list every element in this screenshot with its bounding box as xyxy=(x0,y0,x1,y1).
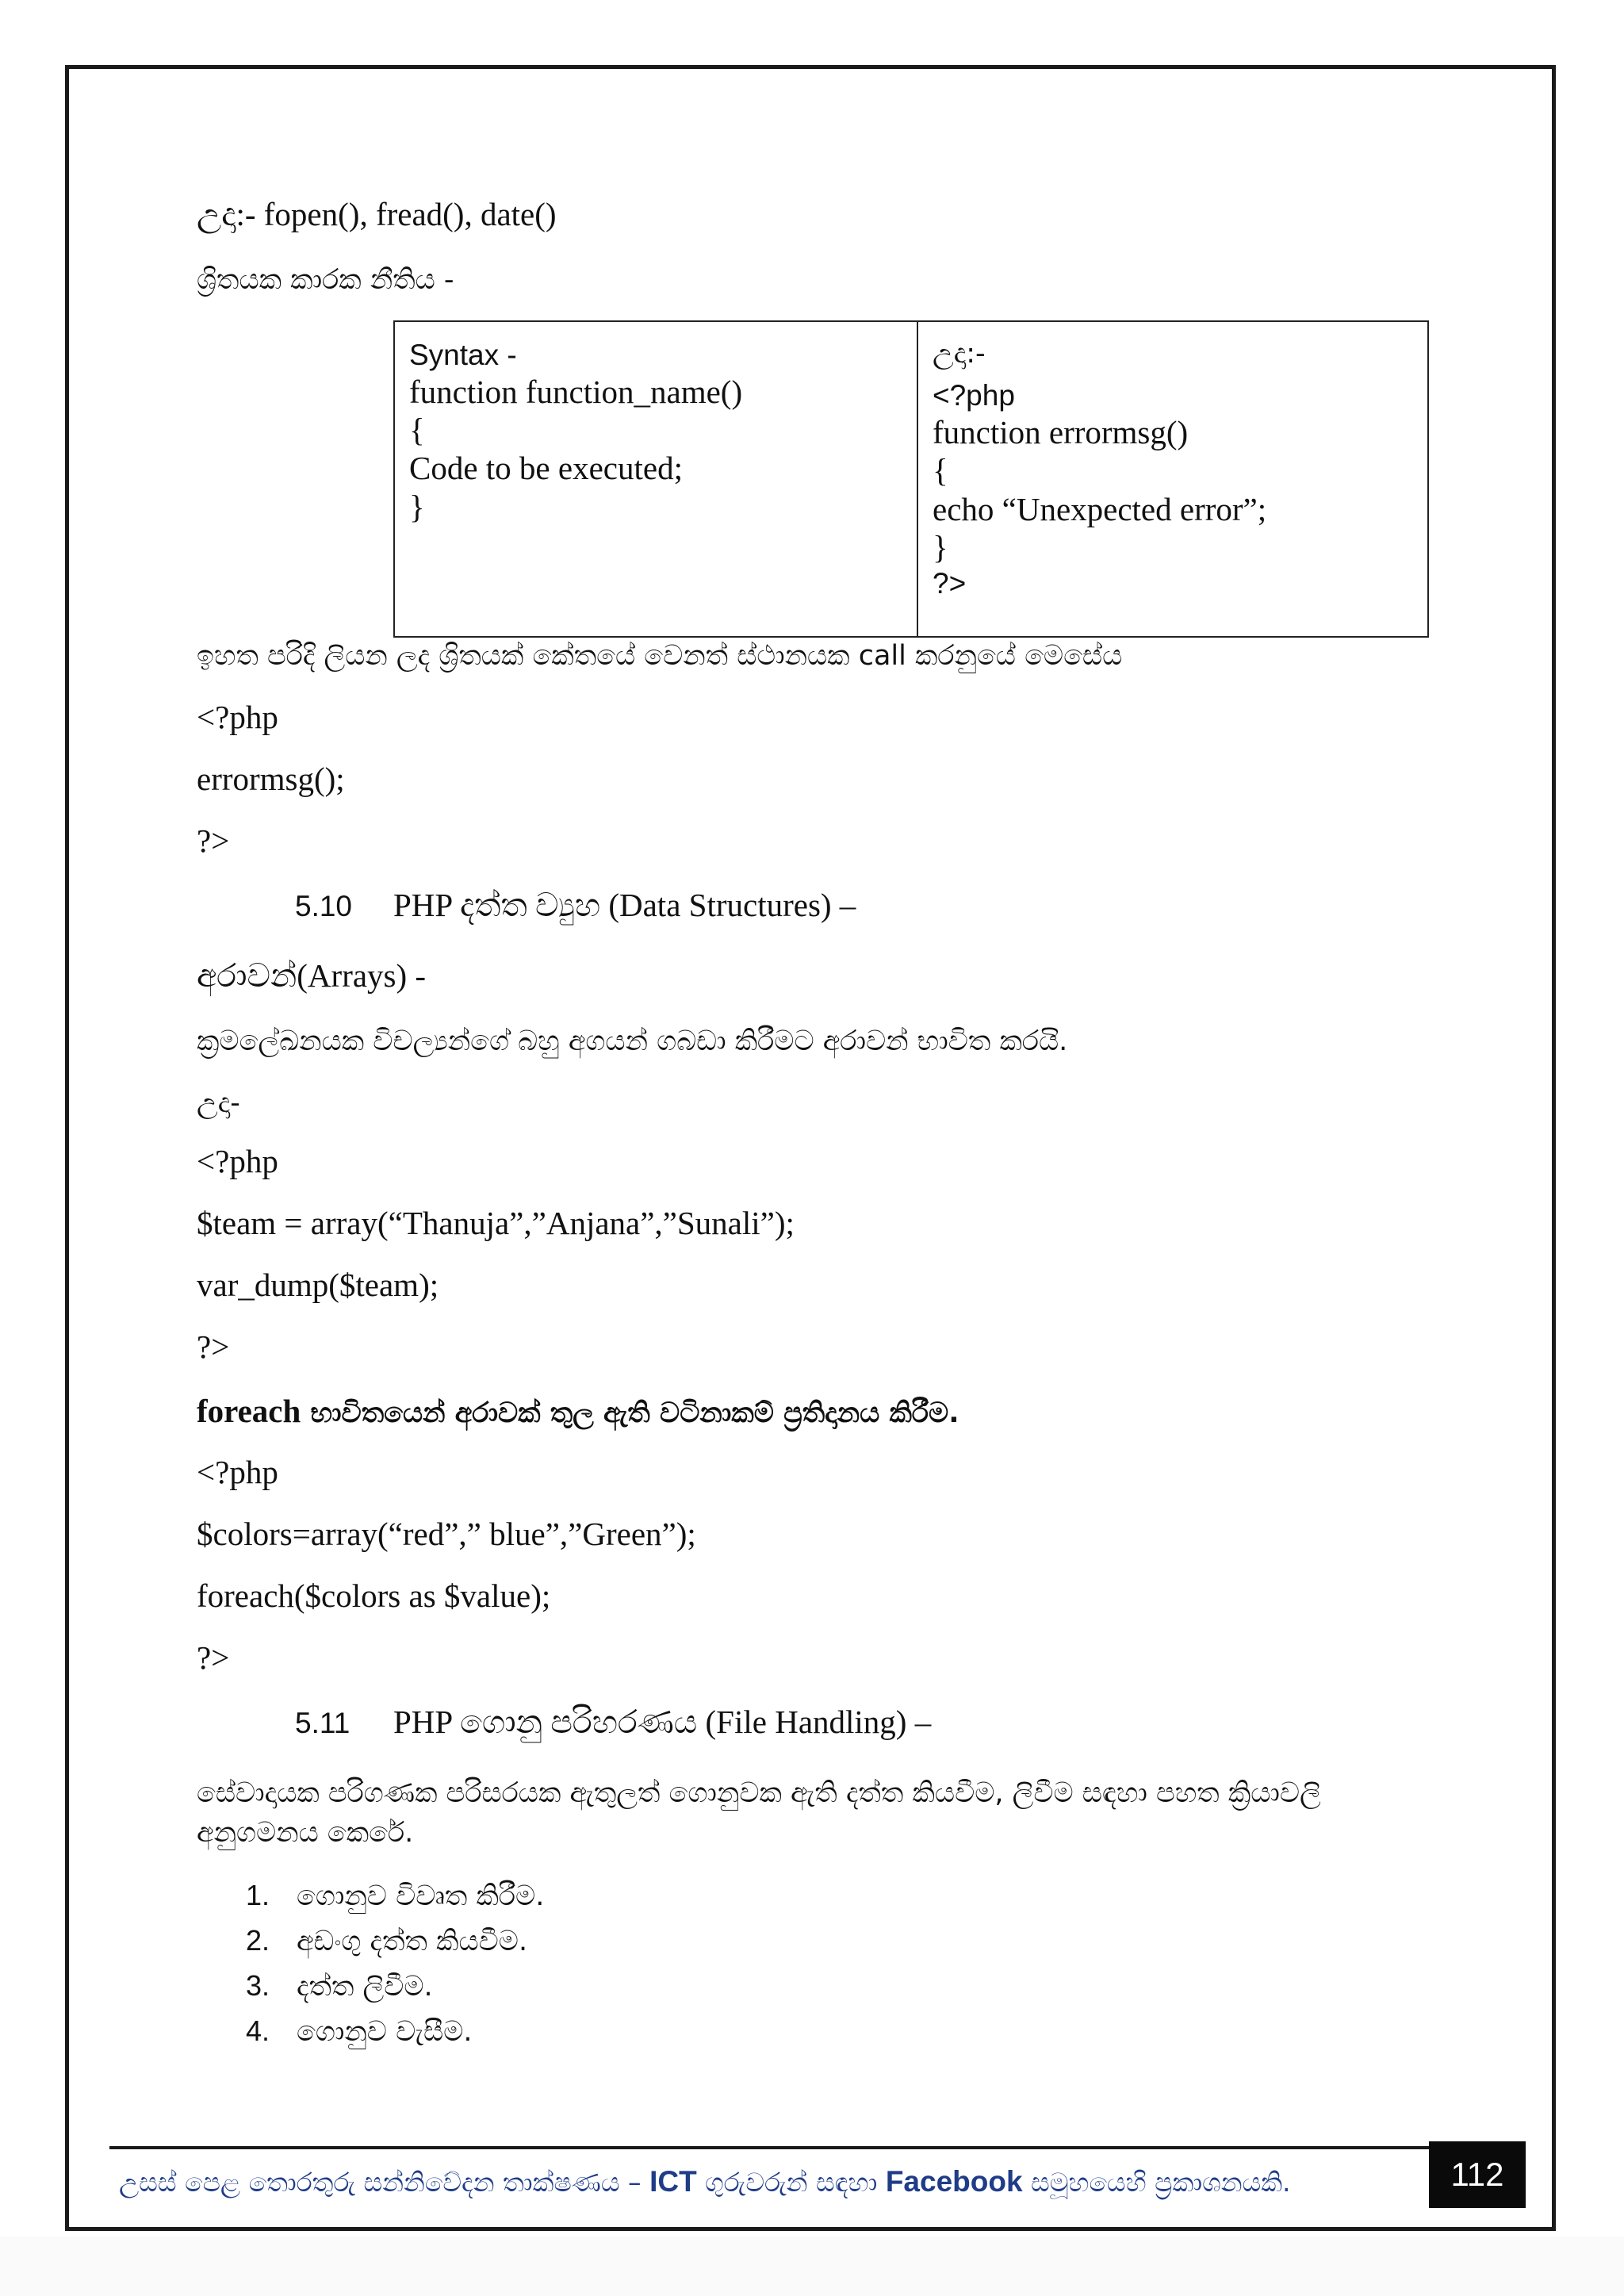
foreach-heading-text: භාවිතයෙන් අරාවක් තුල ඇති වටිනාකම් ප්‍රතිදානය කිරීම. xyxy=(301,1397,959,1429)
list-item: 1. ගොනුව විවෘත කිරීම. xyxy=(246,1879,545,1912)
footer-text: උසස් පෙළ තොරතුරු සන්නිවේදන තාක්ෂණය – ICT ගුරුවරුන් සඳහා Facebook සමූහයෙහි ප්‍රකාශනයකි. xyxy=(119,2165,1291,2198)
example-line: function errormsg() xyxy=(933,413,1189,450)
call-description: ඉහත පරිදි ලියන ලද ශ්‍රිතයක් කේතයේ වෙනත් ස්ථානයක call කරනුයේ මෙසේය xyxy=(197,640,1123,672)
section-title: PHP ගොනු පරිහරණය (File Handling) – xyxy=(393,1704,932,1740)
foreach-code-line: ?> xyxy=(197,1639,230,1676)
list-item: 4. ගොනුව වැසීම. xyxy=(246,2014,473,2048)
syntax-line: } xyxy=(409,488,425,525)
section-number: 5.11 xyxy=(295,1707,350,1739)
file-handling-desc-line: අනුගමනය කෙරේ. xyxy=(197,1817,414,1849)
arrays-description: ක්‍රමලේඛනයක විචල්‍යන්ගේ බහු අගයන් ගබඩා කිරීමට අරාවන් භාවිත කරයි. xyxy=(197,1025,1068,1057)
foreach-keyword: foreach xyxy=(197,1393,301,1429)
page-number: 112 xyxy=(1429,2141,1526,2208)
foreach-heading xyxy=(197,1392,959,1431)
list-item: 3. දත්ත ලිවීම. xyxy=(246,1969,433,2003)
syntax-table xyxy=(393,320,1429,638)
section-5-10-heading xyxy=(295,886,856,925)
page-bottom-margin xyxy=(0,2237,1624,2296)
arrays-code-line: $team = array(“Thanuja”,”Anjana”,”Sunali”); xyxy=(197,1205,795,1241)
foreach-code-line: $colors=array(“red”,” blue”,”Green”); xyxy=(197,1516,696,1552)
intro-example-line: උදා:- fopen(), fread(), date() xyxy=(197,196,557,232)
list-item: 2. අඩංගු දත්ත කියවීම. xyxy=(246,1924,528,1957)
section-number: 5.10 xyxy=(295,890,353,922)
example-line: echo “Unexpected error”; xyxy=(933,490,1267,527)
foreach-code-line: foreach($colors as $value); xyxy=(197,1577,551,1614)
section-title: PHP දත්ත ව්‍යුහ (Data Structures) – xyxy=(393,887,856,923)
syntax-cell xyxy=(394,321,917,637)
section-5-11-heading xyxy=(295,1703,931,1742)
arrays-code-line: var_dump($team); xyxy=(197,1267,439,1303)
example-line: { xyxy=(933,452,948,489)
file-handling-desc-line: සේවාදායක පරිගණක පරිසරයක ඇතුලත් ගොනුවක ඇති දත්ත කියවීම, ලිවීම සඳහා පහත ක්‍රියාවලි xyxy=(197,1777,1321,1809)
arrays-heading: අරාවන්(Arrays) - xyxy=(197,957,427,994)
foreach-code-line: <?php xyxy=(197,1454,278,1490)
example-label: උදා:- xyxy=(933,338,986,370)
arrays-example-label: උදා- xyxy=(197,1087,240,1119)
call-code-line: errormsg(); xyxy=(197,761,345,797)
arrays-code-line: ?> xyxy=(197,1328,230,1365)
syntax-label: Syntax - xyxy=(409,339,517,371)
footer-divider xyxy=(109,2146,1465,2149)
example-line: ?> xyxy=(933,567,967,600)
syntax-line: { xyxy=(409,412,425,449)
rule-heading: ශ්‍රිතයක කාරක නීතිය - xyxy=(197,264,454,296)
syntax-line: function function_name() xyxy=(409,373,743,410)
example-line: <?php xyxy=(933,379,1015,412)
call-code-line: <?php xyxy=(197,699,278,735)
file-steps-list xyxy=(246,1873,544,2054)
example-line: } xyxy=(933,529,948,566)
syntax-line: Code to be executed; xyxy=(409,450,683,487)
arrays-code-line: <?php xyxy=(197,1143,278,1179)
example-cell xyxy=(917,321,1428,637)
call-code-line: ?> xyxy=(197,822,230,859)
